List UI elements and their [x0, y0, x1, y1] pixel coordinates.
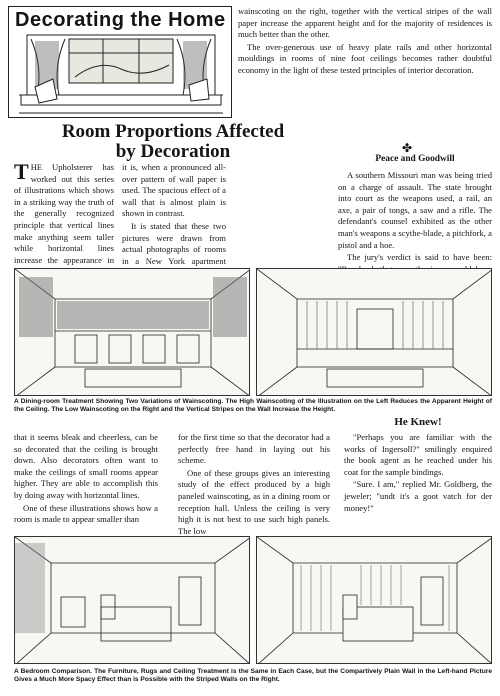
- article-col2-para-2: It is stated that these two pictures were drawn from actual photographs of rooms in a New York apartment: [122, 220, 226, 266]
- article-column-3: [238, 6, 492, 78]
- article-column-4: [14, 432, 158, 527]
- he-knew-para-2: "Sure. I am," replied Mr. Goldberg, the jeweler; "undt it's a goot vatch for der money!": [344, 479, 492, 513]
- dining-room-caption: A Dining-room Treatment Showing Two Variations of Wainscoting. The High Wainscoting of the Illustration on the Left Reduces the Apparent Height of the Ceiling. The Low Wainscoting on the Right and the Vertical Stripes on the Wall Increase the Height.: [14, 398, 492, 414]
- bedroom-striped-wall-illustration: [256, 536, 492, 664]
- masthead-title: Decorating the Home: [15, 9, 226, 31]
- article-col2-para-1: it is, when a pronounced all-over pattern of wall paper is used. The spacious effect of a wall that is almost plain is shown in contrast.: [122, 162, 226, 219]
- dining-room-right-drawing: [257, 269, 492, 396]
- peace-para-1: A southern Missouri man was being tried on a charge of assault. The state brought into court as the weapons used, a rail, an axe, a pair of tongs, a saw and a rifle. The defendant's counsel exhibited as the other man's weapons a scythe-blade, a pitchfork, a pistol and a hoe.: [338, 170, 492, 250]
- drop-cap: T: [14, 159, 29, 184]
- he-knew-text: [344, 432, 492, 515]
- dining-room-low-wainscot-illustration: [256, 268, 492, 396]
- article-col5-para-2: One of these groups gives an interesting study of the effect produced by a high paneled wainscoting, as in a dining room or reception hall. Unless the ceiling is very high it is not best to use such high panels. The low: [178, 467, 330, 536]
- dining-room-high-wainscot-illustration: [14, 268, 250, 396]
- bedroom-plain-wall-illustration: [14, 536, 250, 664]
- peace-para-2: The jury's verdict is said to have been:: [347, 252, 492, 263]
- bedroom-caption: A Bedroom Comparison. The Furniture, Rugs and Ceiling Treatment is the Same in Each Case, but the Compartively Plain Wall in the Left-hand Picture Gives a Much More Spacy Effect than is Possible with the Striped Walls on the Right.: [14, 668, 492, 684]
- article-headline: [14, 122, 332, 162]
- article-col4-para-1: that it seems bleak and cheerless, can be so decorated that the ceiling is brought down. Also decorators often want to make the ceilings of small rooms appear higher. They are able to accomplish this by doing away with horizontal lines.: [14, 432, 158, 500]
- fleuron-ornament: ✤: [402, 141, 413, 155]
- bedroom-right-drawing: [257, 537, 492, 664]
- headline-line-1: Room Proportions Affected: [61, 121, 285, 142]
- peace-goodwill-title: Peace and Goodwill: [375, 154, 455, 164]
- he-knew-title: He Knew!: [394, 416, 442, 428]
- dining-room-left-drawing: [15, 269, 250, 396]
- headline-line-2: by Decoration: [115, 141, 231, 162]
- article-col3-para-1: wainscoting on the right, together with the vertical stripes of the wall paper increase the apparent height and for the majority of residences is much better than the other.: [238, 6, 492, 40]
- article-col4-para-2: One of these illustrations shows how a room is made to appear smaller than: [14, 502, 158, 525]
- bedroom-left-drawing: [15, 537, 250, 664]
- article-column-5: [178, 432, 330, 538]
- article-col5-para-1: for the first time so that the decorator had a perfectly free hand in laying out his scheme.: [178, 432, 330, 466]
- article-col1-para-1: HE Upholsterer has worked out this series of illustrations which shows in a striking way the truth of the generally recognized principle that vertical lines make anything seem taller while horizontal lines increase the appearance in: [14, 162, 114, 265]
- article-col3-para-2: The over-generous use of heavy plate rails and other horizontal mouldings in rooms of nine foot ceilings becomes rather doubtful economy in the light of these tested principles of interior decoration.: [238, 41, 492, 75]
- masthead-illustration: [8, 6, 232, 118]
- he-knew-para-1: "Perhaps you are familiar with the works of Ingersoll?" smilingly enquired the book agent as he reached under his coat for the sample bindings.: [344, 432, 492, 477]
